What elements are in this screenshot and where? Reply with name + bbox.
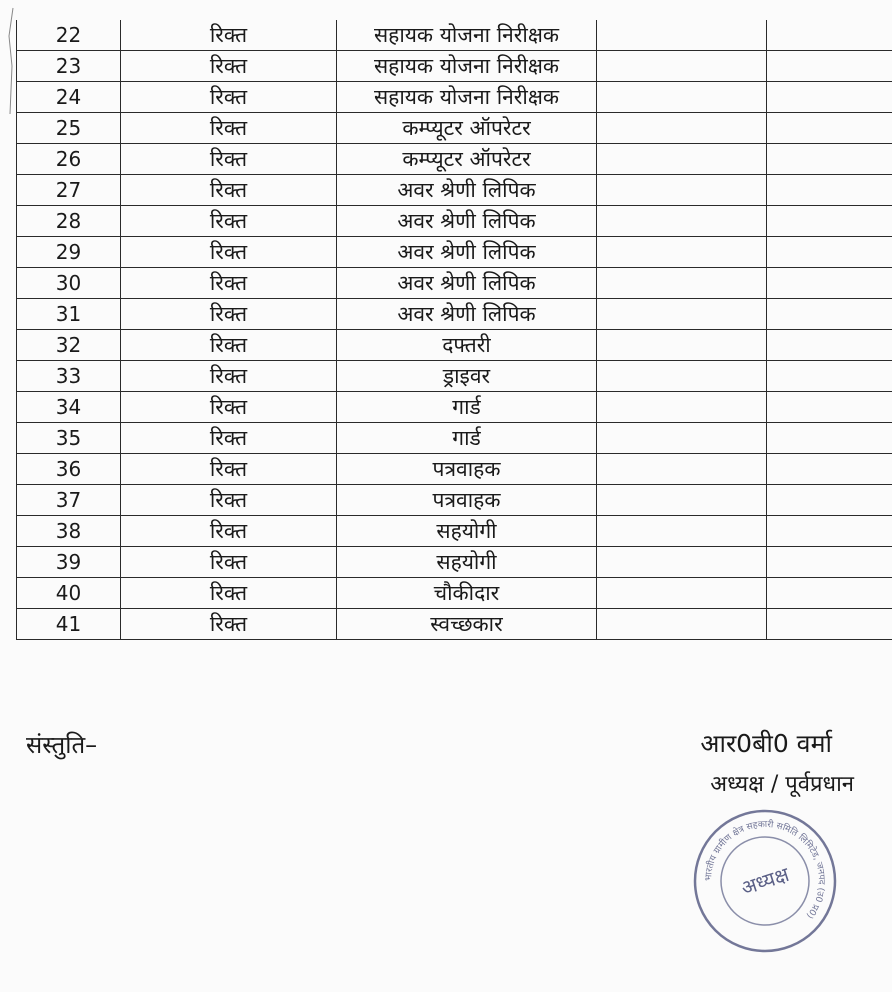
table-row (17, 299, 892, 330)
row-empty-col-4 (597, 51, 767, 82)
row-empty-col-4 (597, 547, 767, 578)
row-number: 37 (17, 485, 121, 516)
row-number: 23 (17, 51, 121, 82)
row-status: रिक्त (121, 299, 337, 330)
row-number: 36 (17, 454, 121, 485)
row-post: अवर श्रेणी लिपिक (337, 206, 597, 237)
row-status: रिक्त (121, 547, 337, 578)
row-empty-col-5 (767, 175, 892, 206)
row-number: 31 (17, 299, 121, 330)
row-number: 40 (17, 578, 121, 609)
row-empty-col-5 (767, 237, 892, 268)
table-row (17, 175, 892, 206)
row-empty-col-5 (767, 516, 892, 547)
row-empty-col-5 (767, 578, 892, 609)
row-empty-col-5 (767, 299, 892, 330)
row-status: रिक्त (121, 51, 337, 82)
row-empty-col-5 (767, 392, 892, 423)
row-empty-col-5 (767, 485, 892, 516)
row-empty-col-4 (597, 361, 767, 392)
table-row (17, 237, 892, 268)
row-post: सहयोगी (337, 547, 597, 578)
row-status: रिक्त (121, 578, 337, 609)
row-status: रिक्त (121, 516, 337, 547)
row-number: 24 (17, 82, 121, 113)
row-number: 38 (17, 516, 121, 547)
row-number: 33 (17, 361, 121, 392)
row-empty-col-4 (597, 578, 767, 609)
table-row (17, 206, 892, 237)
row-empty-col-4 (597, 206, 767, 237)
row-status: रिक्त (121, 454, 337, 485)
row-number: 39 (17, 547, 121, 578)
row-number: 35 (17, 423, 121, 454)
signatory-name: आर0बी0 वर्मा (700, 729, 832, 758)
signatory-designation: अध्यक्ष / पूर्वप्रधान (710, 772, 854, 797)
row-empty-col-5 (767, 423, 892, 454)
row-status: रिक्त (121, 330, 337, 361)
table-row (17, 268, 892, 299)
row-empty-col-4 (597, 268, 767, 299)
table-row (17, 392, 892, 423)
margin-mark (6, 6, 16, 116)
row-empty-col-5 (767, 330, 892, 361)
stamp-center-text: अध्यक्ष (738, 862, 792, 900)
row-empty-col-4 (597, 20, 767, 51)
table-row (17, 82, 892, 113)
row-post: चौकीदार (337, 578, 597, 609)
row-empty-col-4 (597, 144, 767, 175)
row-empty-col-5 (767, 206, 892, 237)
row-post: सहायक योजना निरीक्षक (337, 20, 597, 51)
row-empty-col-4 (597, 237, 767, 268)
row-status: रिक्त (121, 237, 337, 268)
row-number: 27 (17, 175, 121, 206)
row-empty-col-4 (597, 454, 767, 485)
row-post: दफ्तरी (337, 330, 597, 361)
table-row (17, 578, 892, 609)
row-empty-col-5 (767, 361, 892, 392)
row-empty-col-5 (767, 144, 892, 175)
table-row (17, 330, 892, 361)
row-empty-col-4 (597, 330, 767, 361)
row-empty-col-5 (767, 82, 892, 113)
row-post: ड्राइवर (337, 361, 597, 392)
row-status: रिक्त (121, 82, 337, 113)
row-empty-col-4 (597, 609, 767, 640)
row-empty-col-4 (597, 392, 767, 423)
row-empty-col-4 (597, 299, 767, 330)
row-post: अवर श्रेणी लिपिक (337, 268, 597, 299)
row-empty-col-5 (767, 547, 892, 578)
row-empty-col-5 (767, 51, 892, 82)
stamp-ring-text: भारतीय ग्रामीण क्षेत्र सहकारी समिति लिमिटेड, जनपद (उ0 प्र0) (703, 819, 827, 921)
row-status: रिक्त (121, 268, 337, 299)
row-post: कम्प्यूटर ऑपरेटर (337, 144, 597, 175)
table-row (17, 516, 892, 547)
row-post: गार्ड (337, 423, 597, 454)
row-status: रिक्त (121, 113, 337, 144)
row-status: रिक्त (121, 609, 337, 640)
row-post: सहयोगी (337, 516, 597, 547)
row-empty-col-5 (767, 268, 892, 299)
row-empty-col-4 (597, 423, 767, 454)
row-empty-col-4 (597, 175, 767, 206)
table-row (17, 547, 892, 578)
row-number: 30 (17, 268, 121, 299)
row-empty-col-4 (597, 516, 767, 547)
table-row (17, 144, 892, 175)
row-number: 25 (17, 113, 121, 144)
row-post: कम्प्यूटर ऑपरेटर (337, 113, 597, 144)
row-number: 28 (17, 206, 121, 237)
staff-table (16, 20, 892, 640)
row-status: रिक्त (121, 144, 337, 175)
table-row (17, 113, 892, 144)
row-status: रिक्त (121, 392, 337, 423)
official-stamp (690, 806, 840, 956)
row-post: अवर श्रेणी लिपिक (337, 237, 597, 268)
row-number: 34 (17, 392, 121, 423)
table-row (17, 20, 892, 51)
row-number: 32 (17, 330, 121, 361)
table-row (17, 485, 892, 516)
row-status: रिक्त (121, 175, 337, 206)
row-post: अवर श्रेणी लिपिक (337, 175, 597, 206)
row-status: रिक्त (121, 361, 337, 392)
table-row (17, 361, 892, 392)
table-row (17, 454, 892, 485)
row-empty-col-5 (767, 609, 892, 640)
row-empty-col-5 (767, 113, 892, 144)
row-number: 41 (17, 609, 121, 640)
row-empty-col-4 (597, 485, 767, 516)
row-status: रिक्त (121, 485, 337, 516)
row-empty-col-5 (767, 20, 892, 51)
row-post: अवर श्रेणी लिपिक (337, 299, 597, 330)
row-post: सहायक योजना निरीक्षक (337, 82, 597, 113)
recommendation-label: संस्तुति– (26, 731, 98, 759)
row-number: 26 (17, 144, 121, 175)
row-empty-col-5 (767, 454, 892, 485)
row-status: रिक्त (121, 423, 337, 454)
row-number: 29 (17, 237, 121, 268)
row-post: पत्रवाहक (337, 454, 597, 485)
table-row (17, 423, 892, 454)
row-empty-col-4 (597, 113, 767, 144)
row-status: रिक्त (121, 206, 337, 237)
row-empty-col-4 (597, 82, 767, 113)
row-status: रिक्त (121, 20, 337, 51)
row-post: पत्रवाहक (337, 485, 597, 516)
row-post: स्वच्छकार (337, 609, 597, 640)
row-post: गार्ड (337, 392, 597, 423)
row-number: 22 (17, 20, 121, 51)
table-row (17, 609, 892, 640)
table-row (17, 51, 892, 82)
row-post: सहायक योजना निरीक्षक (337, 51, 597, 82)
